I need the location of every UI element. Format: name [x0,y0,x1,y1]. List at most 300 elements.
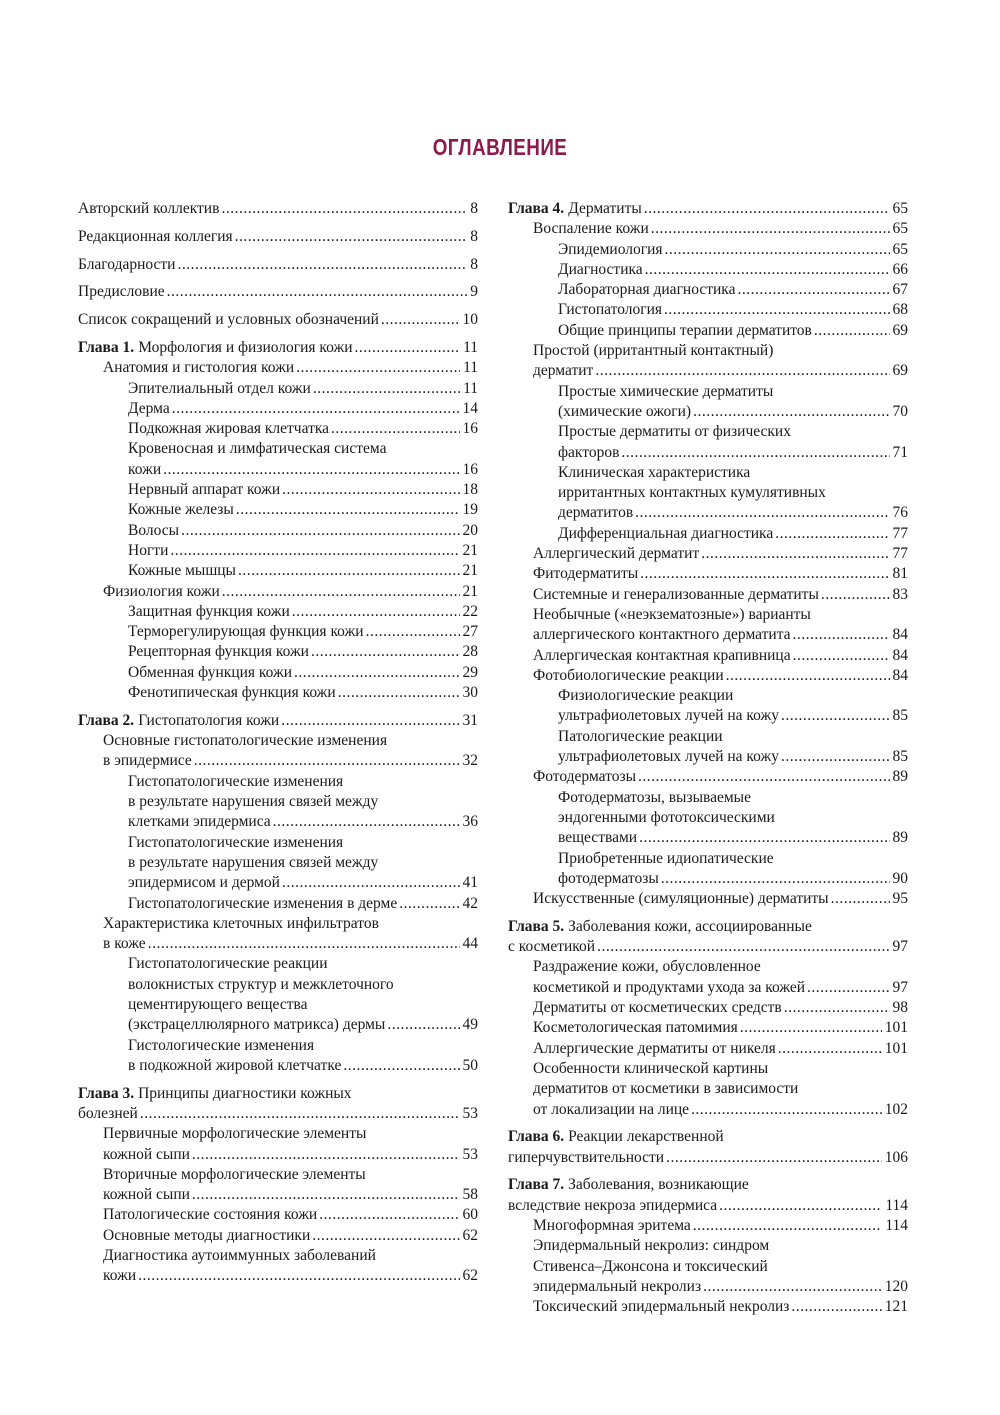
toc-entry-row [103,1185,478,1205]
dot-leader [665,240,890,260]
toc-page-number: 53 [462,1145,478,1163]
toc-page-number: 42 [462,894,478,912]
toc-entry-title: Гистопатология [558,301,663,319]
toc-entry-row [533,889,908,909]
toc-entry [78,310,478,330]
toc-entry [508,280,908,300]
dot-leader [192,1145,460,1165]
dot-leader [192,1185,460,1205]
toc-entry [508,564,908,584]
dot-leader [163,460,459,480]
toc-entry-title: Фотодерматозы [533,768,636,786]
toc-page-number: 90 [892,869,908,887]
toc-entry [508,889,908,909]
toc-page-number: 27 [462,623,478,641]
toc-entry-row [128,1056,478,1076]
toc-page-number: 101 [884,1019,908,1037]
toc-entry-row [103,582,478,602]
toc-entry [78,622,478,642]
toc-entry-row [533,544,908,564]
toc-entry-row [128,460,478,480]
toc-entry-title: кожи [128,460,162,478]
toc-entry-line: дерматитов от косметики в зависимости [533,1080,799,1098]
toc-entry [508,666,908,686]
toc-entry [78,419,478,439]
dot-leader [399,894,459,914]
toc-entry-title: Аллергический дерматит [533,545,700,563]
toc-entry [508,422,908,463]
toc-entry-row [78,310,478,330]
toc-page-number: 16 [462,460,478,478]
toc-page-number: 32 [462,752,478,770]
toc-entry-title: (химические ожоги) [558,402,692,420]
toc-page-number: 95 [892,890,908,908]
toc-entry-title: Список сокращений и условных обозначений [78,311,379,329]
toc-page-number: 22 [462,602,478,620]
toc-chapter [508,1175,908,1216]
toc-entry-title: Лабораторная диагностика [558,281,736,299]
dot-leader [355,338,461,358]
toc-entry-title: кожной сыпи [103,1145,190,1163]
toc-entry-title: Фотобиологические реакции [533,666,724,684]
toc-entry [78,1124,478,1165]
toc-entry-row [128,480,478,500]
dot-leader [726,666,890,686]
dot-leader [236,500,460,520]
toc-entry [508,686,908,727]
toc-entry-title: Диагностика [558,260,643,278]
toc-entry-line: Гистологические изменения [128,1036,315,1054]
dot-leader [381,310,460,330]
toc-entry-title: от локализации на лице [533,1100,690,1118]
toc-page-number: 41 [462,874,478,892]
toc-entry-row [508,1148,908,1168]
dot-leader [691,1100,882,1120]
dot-leader [313,379,460,399]
dot-leader [172,399,460,419]
dot-leader [651,219,890,239]
toc-entry-title: Дифференциальная диагностика [558,524,774,542]
chapter-number: Глава 7. [508,1176,565,1194]
toc-entry-title: Анатомия и гистология кожи [103,359,295,377]
toc-page-number: 36 [462,813,478,831]
toc-entry-title: фотодерматозы [558,869,659,887]
toc-entry-row [558,260,908,280]
toc-entry [78,1226,478,1246]
toc-page-number: 53 [462,1104,478,1122]
toc-entry-line: Особенности клинической картины [533,1059,769,1077]
toc-entry-row [128,379,478,399]
toc-entry-title: Морфология и физиология кожи [138,338,353,356]
dot-leader [167,282,468,302]
dot-leader [238,561,460,581]
toc-entry-row [78,199,478,219]
toc-entry [508,767,908,787]
dot-leader [338,683,460,703]
toc-entry [508,727,908,768]
toc-page-number: 67 [892,281,908,299]
toc-page-number: 97 [892,978,908,996]
toc-entry-title: (экстрацеллюлярного матрикса) дермы [128,1016,386,1034]
toc-entry [508,605,908,646]
toc-entry [508,1018,908,1038]
toc-entry-row [533,1277,908,1297]
toc-entry [78,199,478,219]
toc-entry-line: цементирующего вещества [128,995,308,1013]
toc-entry [78,582,478,602]
toc-entry-row [558,280,908,300]
toc-entry-title: кожи [103,1267,137,1285]
toc-page-number: 97 [892,938,908,956]
toc-page-number: 69 [892,321,908,339]
toc-entry-title: Гистопатологические изменения в дерме [128,894,398,912]
toc-page-number: 89 [892,829,908,847]
toc-entry-row [128,1015,478,1035]
dot-leader [793,625,890,645]
toc-chapter [78,1084,478,1125]
toc-page-number: 84 [892,666,908,684]
toc-entry-row [558,828,908,848]
toc-chapter [508,199,908,219]
toc-entry [78,500,478,520]
toc-entry [78,602,478,622]
dot-leader [221,199,467,219]
dot-leader [222,582,460,602]
toc-entry-title: Рецепторная функция кожи [128,643,309,661]
toc-entry [508,1059,908,1120]
toc-entry [508,321,908,341]
toc-page-number: 62 [462,1226,478,1244]
toc-entry [78,642,478,662]
toc-page-number: 69 [892,362,908,380]
toc-entry-title: Дерматиты от косметических средств [533,999,782,1017]
toc-page-number: 114 [885,1217,908,1235]
toc-entry-row [128,419,478,439]
toc-entry-line: в результате нарушения связей между [128,853,379,871]
dot-leader [387,1015,459,1035]
toc-page-number: 8 [470,200,478,217]
toc-entry-row [533,666,908,686]
toc-entry-row [533,1018,908,1038]
toc-entry-line: Кровеносная и лимфатическая система [128,440,387,458]
toc-entry [78,683,478,703]
toc-chapter [78,711,478,731]
toc-entry [78,894,478,914]
toc-page-number: 10 [462,311,478,329]
toc-entry-title: аллергического контактного дерматита [533,626,791,644]
toc-page-number: 114 [885,1196,908,1214]
toc-entry-row [78,227,478,247]
toc-chapter-heading [508,917,908,937]
toc-entry-title: эпидермисом и дермой [128,874,280,892]
toc-entry-line: Физиологические реакции [558,687,734,705]
toc-entry-line: Эпидермальный некролиз: синдром [533,1237,770,1255]
dot-leader [170,541,459,561]
toc-page-number: 49 [462,1016,478,1034]
toc-entry-row [533,625,908,645]
toc-entry-row [128,894,478,914]
toc-entry-row [558,321,908,341]
toc-entry-row [533,1039,908,1059]
dot-leader [282,480,459,500]
toc-entry-line: Основные гистопатологические изменения [103,732,388,750]
chapter-number: Глава 1. [78,338,135,356]
toc-entry-title: Терморегулирующая функция кожи [128,623,364,641]
toc-entry-title: Основные методы диагностики [103,1226,311,1244]
toc-chapter-heading [508,1175,908,1195]
toc-entry [508,260,908,280]
toc-entry-line: Характеристика клеточных инфильтратов [103,914,379,932]
toc-page-number: 71 [892,443,908,461]
toc-entry-row [103,358,478,378]
dot-leader [281,711,459,731]
toc-entry-title: веществами [558,829,638,847]
dot-leader [331,419,459,439]
toc-page-number: 81 [892,565,908,583]
toc-entry-title: с косметикой [508,938,596,956]
toc-entry-row [128,500,478,520]
toc-chapter-heading [508,1127,908,1147]
toc-entry-row [128,541,478,561]
toc-entry-title: Токсический эпидермальный некролиз [533,1298,790,1316]
toc-entry-line: Гистопатологические изменения [128,772,344,790]
toc-page-number: 14 [462,399,478,417]
toc-entry-row [558,869,908,889]
dot-leader [737,280,889,300]
chapter-title-line: Реакции лекарственной [568,1128,724,1146]
toc-entry [508,646,908,666]
toc-entry [508,463,908,524]
toc-page-number: 44 [462,935,478,953]
toc-entry [508,219,908,239]
chapter-number: Глава 2. [78,711,135,729]
toc-entry [508,1216,908,1236]
toc-entry-title: Кожные железы [128,501,234,519]
toc-entry-row [508,1196,908,1216]
toc-page-number: 85 [892,748,908,766]
toc-page-number: 11 [463,379,478,397]
toc-entry-title: Обменная функция кожи [128,663,293,681]
toc-entry-title: Физиология кожи [103,582,220,600]
toc-page-number: 77 [892,524,908,542]
toc-entry-row [533,978,908,998]
dot-leader [661,869,890,889]
toc-entry [508,544,908,564]
toc-page-number: 28 [462,643,478,661]
dot-leader [638,767,890,787]
toc-entry [78,255,478,275]
toc-page-number: 16 [462,420,478,438]
toc-entry-title: вследствие некроза эпидермиса [508,1196,718,1214]
dot-leader [640,564,889,584]
toc-entry-row [533,219,908,239]
toc-entry-title: Косметологическая патомимия [533,1019,738,1037]
toc-entry-title: Ногти [128,541,169,559]
toc-page-number: 21 [462,582,478,600]
toc-entry-row [558,524,908,544]
toc-entry-line: эндогенными фототоксическими [558,808,775,826]
toc-chapter [508,1127,908,1168]
toc-entry-row [78,711,478,731]
dot-leader [664,300,889,320]
toc-entry-row [533,1216,908,1236]
toc-entry-title: Защитная функция кожи [128,602,290,620]
toc-entry [78,663,478,683]
toc-entry-row [103,751,478,771]
toc-entry-title: ультрафиолетовых лучей на кожу [558,748,779,766]
dot-leader [781,706,890,726]
toc-page-number: 89 [892,768,908,786]
toc-entry-row [78,255,478,275]
toc-entry-title: Редакционная коллегия [78,227,233,245]
toc-entry-line: в результате нарушения связей между [128,793,379,811]
dot-leader [635,503,889,523]
toc-column-left [78,199,478,1287]
toc-entry-title: Фенотипическая функция кожи [128,684,336,702]
toc-entry [78,399,478,419]
toc-page-number: 106 [884,1148,908,1166]
toc-entry-title: в подкожной жировой клетчатке [128,1056,342,1074]
toc-page-number: 120 [884,1277,908,1295]
toc-entry [78,227,478,247]
dot-leader [319,1205,459,1225]
toc-entry [78,561,478,581]
toc-entry-row [128,873,478,893]
toc-entry [508,300,908,320]
toc-entry-title: Патологические состояния кожи [103,1206,318,1224]
toc-entry-row [558,402,908,422]
toc-entry-line: Первичные морфологические элементы [103,1125,367,1143]
dot-leader [693,402,889,422]
toc-entry [508,957,908,998]
dot-leader [775,524,889,544]
dot-leader [138,1266,459,1286]
toc-entry-row [508,937,908,957]
toc-page-number: 121 [884,1298,908,1316]
toc-page-number: 84 [892,626,908,644]
toc-page-number: 60 [462,1206,478,1224]
toc-page-number: 9 [470,283,478,301]
toc-entry [508,998,908,1018]
toc-entry [508,382,908,423]
dot-leader [294,663,459,683]
toc-page-number: 21 [462,541,478,559]
toc-entry-row [508,199,908,219]
toc-entry [78,1205,478,1225]
toc-entry-row [128,812,478,832]
toc-page-number: 65 [892,200,908,217]
toc-entry-row [103,1145,478,1165]
dot-leader [273,812,460,832]
toc-entry-title: Волосы [128,521,180,539]
toc-entry-line: Патологические реакции [558,727,723,745]
toc-entry-row [533,767,908,787]
chapter-number: Глава 5. [508,917,565,935]
dot-leader [740,1018,882,1038]
toc-entry-row [128,622,478,642]
toc-entry-title: эпидермальный некролиз [533,1277,702,1295]
toc-entry-row [128,561,478,581]
toc-entry-title: гиперчувствительности [508,1148,665,1166]
toc-page-number: 102 [884,1100,908,1118]
dot-leader [781,747,890,767]
dot-leader [666,1148,882,1168]
toc-chapter-heading [78,1084,478,1104]
dot-leader [621,443,889,463]
toc-entry-row [558,240,908,260]
dot-leader [343,1056,459,1076]
toc-entry [78,521,478,541]
toc-entry-title: Дерма [128,399,170,417]
dot-leader [181,521,459,541]
toc-page-number: 76 [892,504,908,522]
dot-leader [807,978,890,998]
toc-entry [78,954,478,1035]
toc-page-number: 58 [462,1186,478,1204]
toc-entry-row [78,282,478,302]
toc-entry-row [558,706,908,726]
dot-leader [140,1104,460,1124]
page-title: ОГЛАВЛЕНИЕ [432,134,568,160]
dot-leader [296,358,460,378]
toc-entry-row [78,1104,478,1124]
toc-entry-line: Гистопатологические изменения [128,833,344,851]
dot-leader [292,602,460,622]
toc-entry [508,1039,908,1059]
toc-page-number: 31 [462,711,478,729]
dot-leader [312,1226,459,1246]
dot-leader [644,199,890,219]
toc-entry [508,1297,908,1317]
toc-entry [78,833,478,894]
toc-entry-title: Предисловие [78,283,165,301]
toc-entry-title: клетками эпидермиса [128,813,271,831]
dot-leader [148,934,460,954]
toc-entry-row [533,361,908,381]
toc-entry [78,541,478,561]
toc-page-number: 65 [892,220,908,238]
chapter-number: Глава 4. [508,200,565,217]
toc-entry-title: косметикой и продуктами ухода за кожей [533,978,805,996]
toc-entry-row [103,934,478,954]
toc-entry [78,1036,478,1077]
toc-entry-row [558,747,908,767]
dot-leader [778,1039,882,1059]
toc-entry-row [103,1266,478,1286]
toc-page-number: 20 [462,521,478,539]
toc-entry-row [128,521,478,541]
toc-entry-line: Приобретенные идиопатические [558,849,774,867]
toc-page-number: 30 [462,684,478,702]
toc-entry-row [78,338,478,358]
chapter-number: Глава 3. [78,1084,135,1102]
toc-entry [508,341,908,382]
dot-leader [701,544,889,564]
dot-leader [784,998,890,1018]
dot-leader [595,361,889,381]
toc-entry-title: дерматитов [558,504,634,522]
toc-entry-title: Системные и генерализованные дерматиты [533,585,819,603]
toc-page-number: 66 [892,260,908,278]
chapter-title-line: Принципы диагностики кожных [138,1084,352,1102]
toc-entry [78,439,478,480]
toc-page-number: 21 [462,562,478,580]
toc-entry-line: Стивенса–Джонсона и токсический [533,1257,768,1275]
toc-entry-line: Вторичные морфологические элементы [103,1165,366,1183]
dot-leader [311,642,460,662]
toc-entry-line: Раздражение кожи, обусловленное [533,958,761,976]
toc-entry [78,731,478,772]
